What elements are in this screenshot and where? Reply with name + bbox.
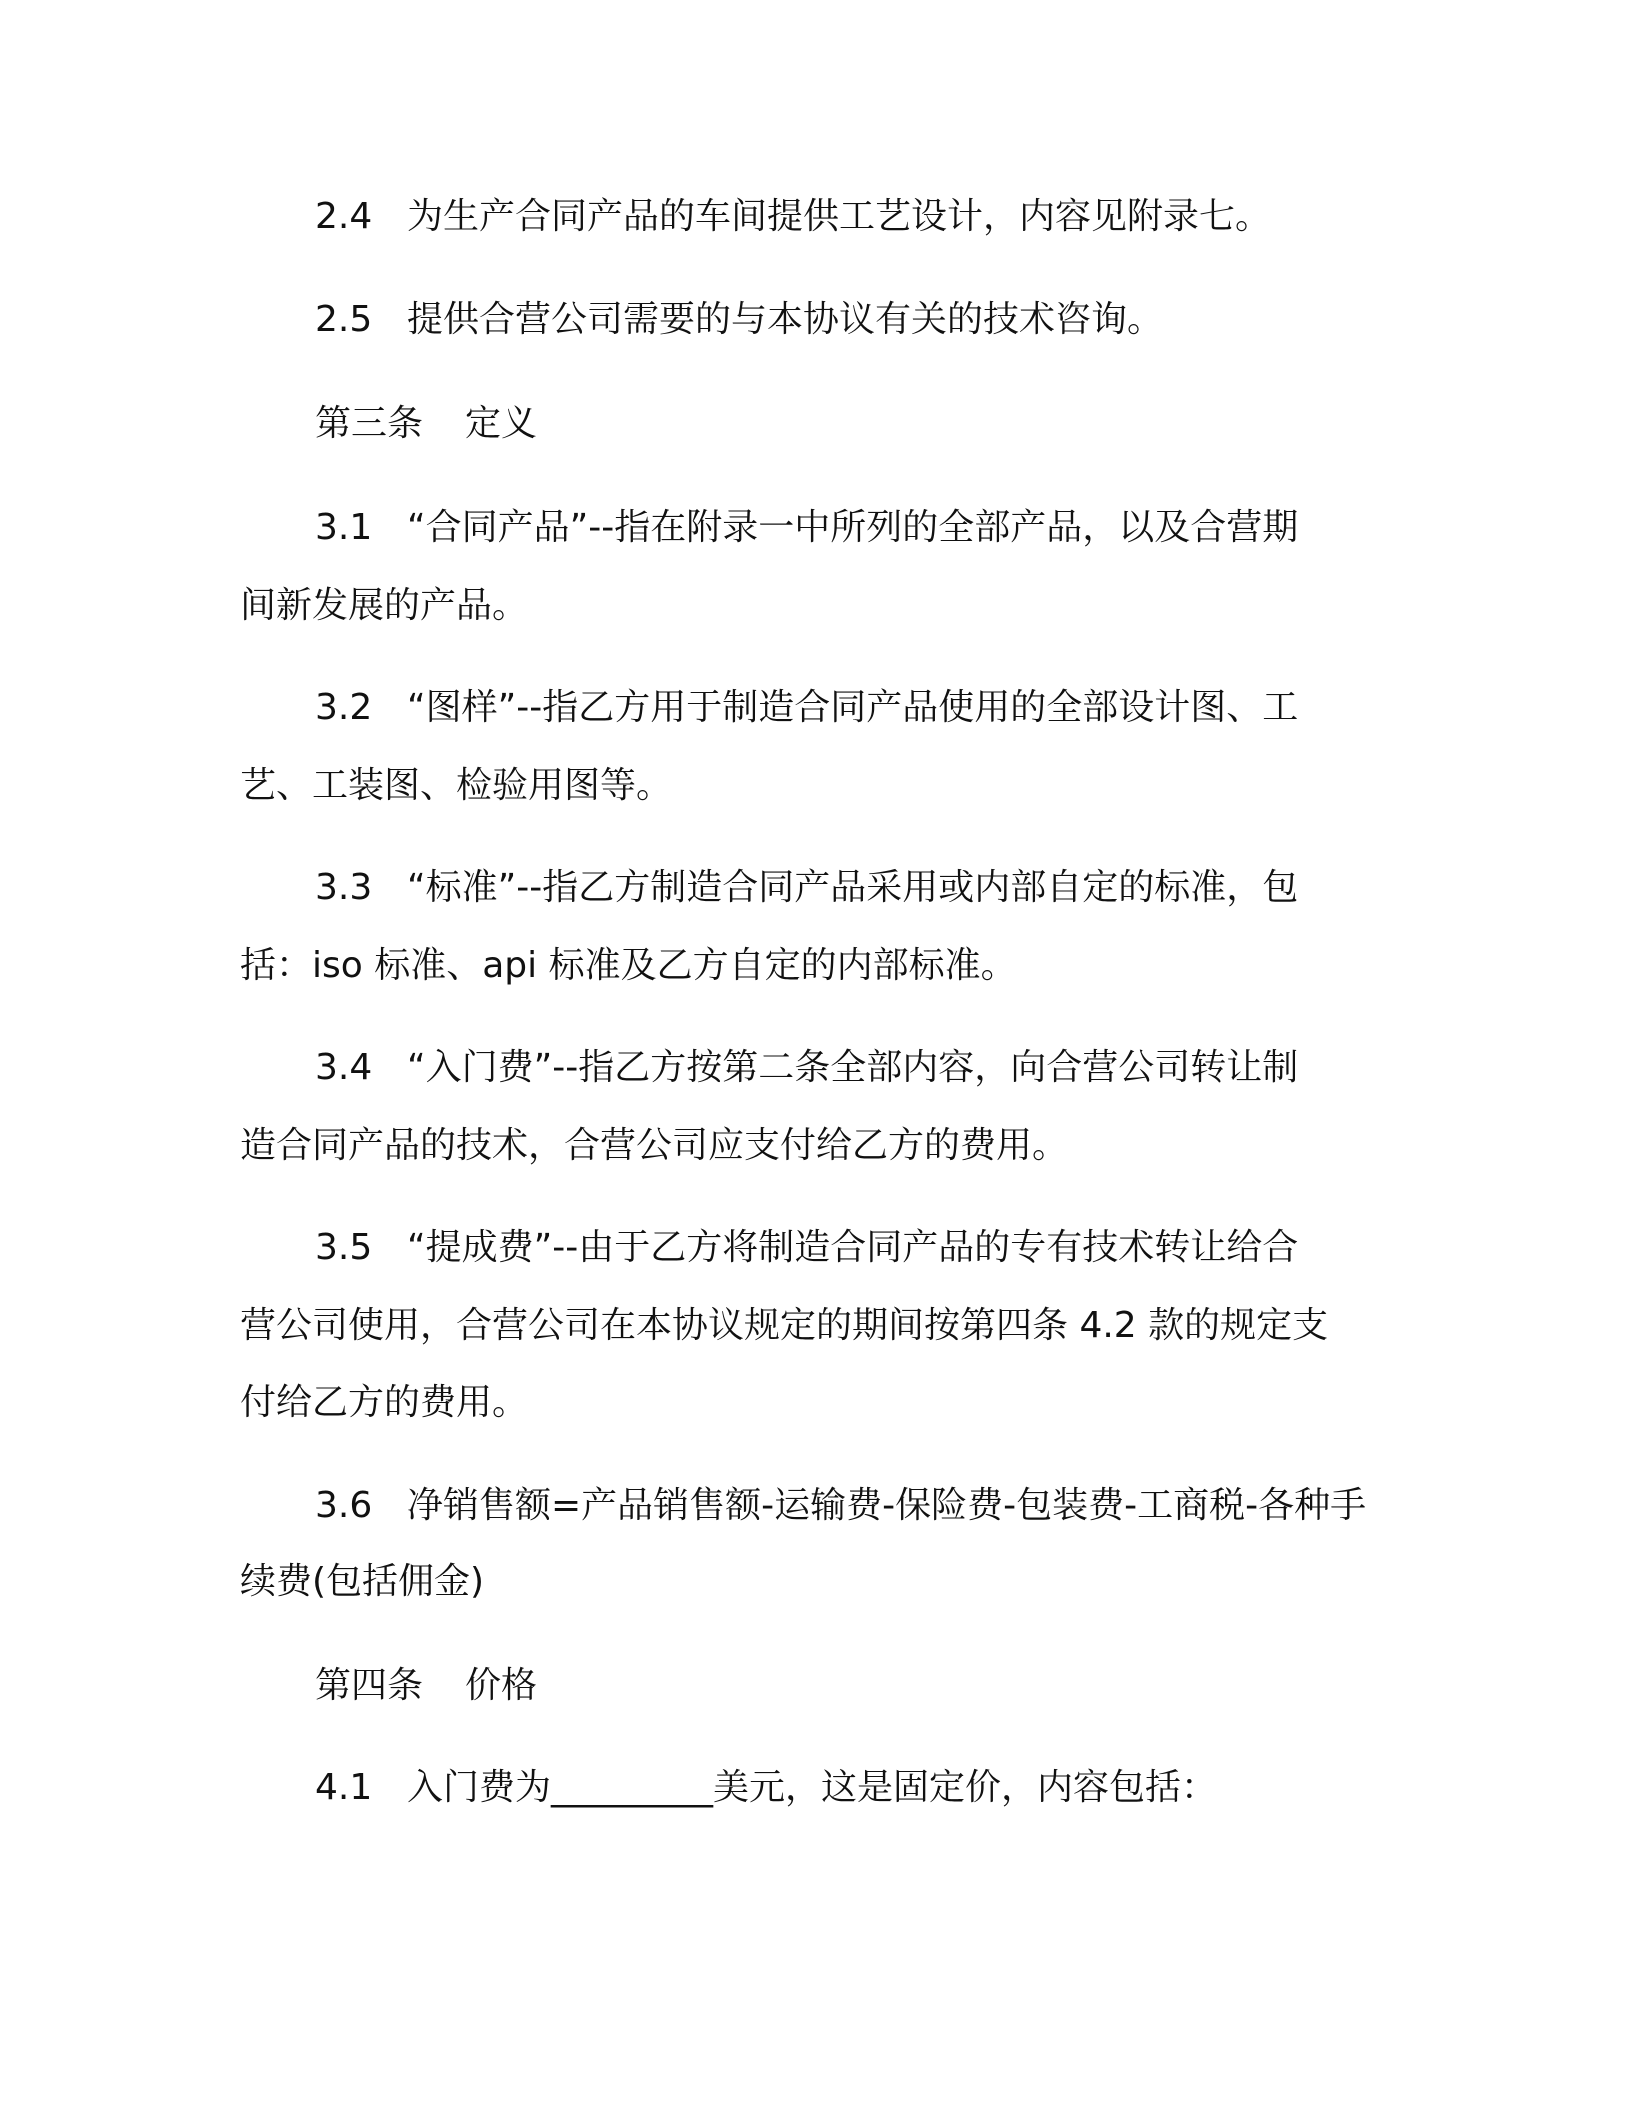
clause-text: 净销售额=产品销售额-运输费-保险费-包装费-工商税-各种手 bbox=[407, 1485, 1367, 1526]
article-4-heading bbox=[315, 1666, 537, 1706]
article-3-heading bbox=[315, 404, 537, 444]
clause-number: 3.6 bbox=[315, 1485, 373, 1526]
clause-number: 2.5 bbox=[315, 299, 373, 340]
clause-text: “合同产品”--指在附录一中所列的全部产品，以及合营期 bbox=[407, 507, 1299, 548]
clause-text: 艺、工装图、检验用图等。 bbox=[240, 765, 673, 806]
clause-text: 间新发展的产品。 bbox=[240, 585, 529, 626]
clause-3-1 bbox=[315, 508, 1298, 548]
clause-text: 括：iso 标准、api 标准及乙方自定的内部标准。 bbox=[240, 945, 1017, 986]
clause-2-5 bbox=[315, 300, 1163, 340]
clause-3-3-continued bbox=[240, 946, 1017, 986]
clause-number: 2.4 bbox=[315, 196, 373, 237]
clause-3-6-continued bbox=[240, 1562, 484, 1602]
clause-text: 入门费为_________美元，这是固定价，内容包括： bbox=[407, 1767, 1218, 1808]
clause-text: “图样”--指乙方用于制造合同产品使用的全部设计图、工 bbox=[407, 687, 1299, 728]
clause-3-6 bbox=[315, 1486, 1366, 1526]
article-title: 价格 bbox=[465, 1665, 538, 1706]
clause-text: 营公司使用，合营公司在本协议规定的期间按第四条 4.2 款的规定支 bbox=[240, 1305, 1329, 1346]
clause-4-1 bbox=[315, 1768, 1217, 1808]
clause-number: 3.4 bbox=[315, 1047, 373, 1088]
clause-text: 提供合营公司需要的与本协议有关的技术咨询。 bbox=[407, 299, 1164, 340]
clause-number: 4.1 bbox=[315, 1767, 373, 1808]
clause-text: 续费(包括佣金) bbox=[240, 1561, 485, 1602]
clause-3-4 bbox=[315, 1048, 1298, 1088]
clause-text: 为生产合同产品的车间提供工艺设计，内容见附录七。 bbox=[407, 196, 1272, 237]
clause-3-1-continued bbox=[240, 586, 528, 626]
clause-text: “入门费”--指乙方按第二条全部内容，向合营公司转让制 bbox=[407, 1047, 1299, 1088]
clause-3-2 bbox=[315, 688, 1298, 728]
clause-number: 3.1 bbox=[315, 507, 373, 548]
article-title: 定义 bbox=[465, 403, 538, 444]
clause-number: 3.3 bbox=[315, 867, 373, 908]
clause-2-4 bbox=[315, 197, 1271, 237]
clause-3-5-continued-2 bbox=[240, 1383, 528, 1423]
clause-text: “标准”--指乙方制造合同产品采用或内部自定的标准，包 bbox=[407, 867, 1299, 908]
clause-text: 付给乙方的费用。 bbox=[240, 1382, 529, 1423]
article-number: 第四条 bbox=[315, 1665, 424, 1706]
clause-3-5-continued-1 bbox=[240, 1306, 1328, 1346]
clause-text: 造合同产品的技术，合营公司应支付给乙方的费用。 bbox=[240, 1125, 1069, 1166]
clause-3-2-continued bbox=[240, 766, 672, 806]
clause-number: 3.2 bbox=[315, 687, 373, 728]
article-number: 第三条 bbox=[315, 403, 424, 444]
clause-3-4-continued bbox=[240, 1126, 1068, 1166]
clause-3-3 bbox=[315, 868, 1298, 908]
clause-3-5 bbox=[315, 1228, 1298, 1268]
clause-text: “提成费”--由于乙方将制造合同产品的专有技术转让给合 bbox=[407, 1227, 1299, 1268]
clause-number: 3.5 bbox=[315, 1227, 373, 1268]
